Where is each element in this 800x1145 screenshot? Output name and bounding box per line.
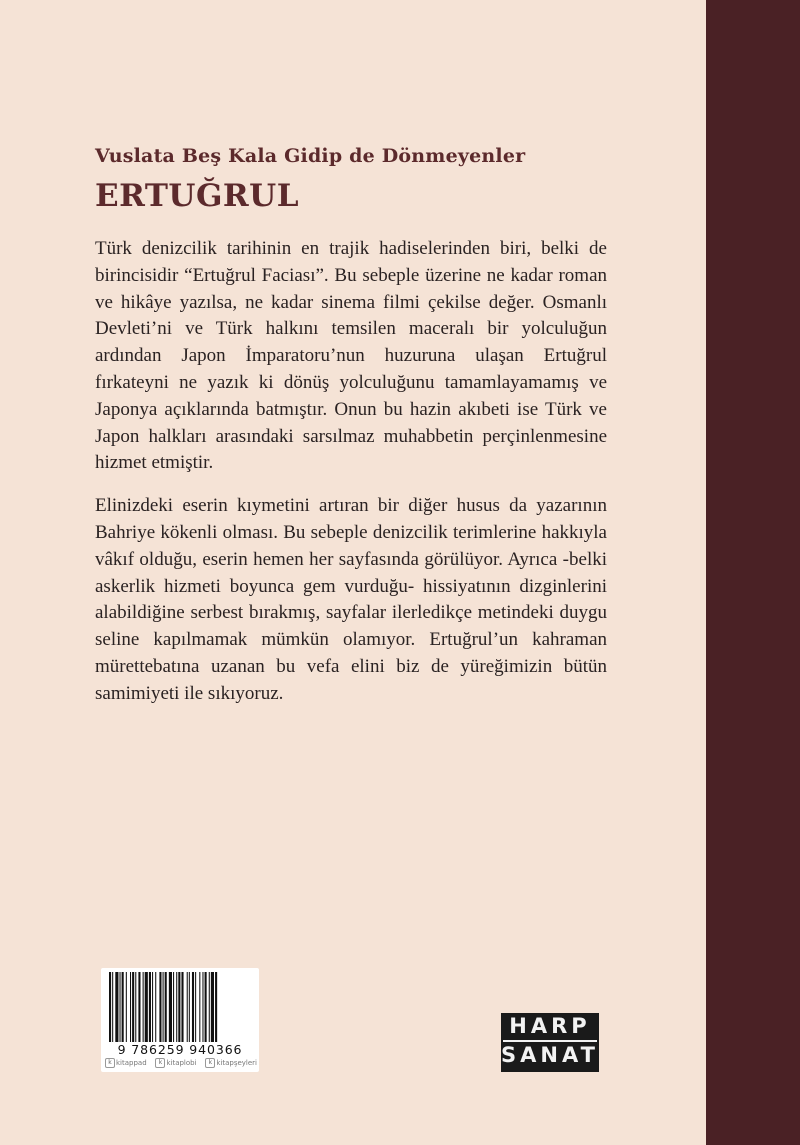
barcode-bar (145, 972, 148, 1042)
barcode-bar (115, 972, 118, 1042)
barcode-bar (135, 972, 136, 1042)
barcode-label (101, 968, 259, 1072)
barcode-bar (187, 972, 188, 1042)
store-k-icon: k (155, 1058, 165, 1068)
store-logos (105, 1058, 257, 1068)
barcode-bar (163, 972, 164, 1042)
blurb-paragraph-2: Elinizdeki eserin kıymetini artıran bir diğer husus da yazarının Bahriye kökenli olması. Bu sebeple denizcilik terimlerine hakkıyla vâkıf olduğu, eserin hemen her sayfasında görülüyor. Ayrıca -belki askerlik hizmeti boyunca gem vurduğu- hissiyatının dizginlerini alabildiğine serbest bırakmış, sayfalar ilerledikçe metindeki duygu seline kapılmamak mümkün olamıyor. Ertuğrul’un kahraman mürettebatına uzanan bu vefa elini biz de yüreğimizin bütün samimiyeti ile sıkıyoruz. (95, 495, 607, 704)
barcode-bar (205, 972, 207, 1042)
barcode-bar (132, 972, 134, 1042)
barcode-bar (122, 972, 124, 1042)
barcode-bar (165, 972, 167, 1042)
blurb (95, 236, 607, 724)
barcode-bar (202, 972, 203, 1042)
store-k-icon: k (205, 1058, 215, 1068)
barcode-bar (152, 972, 153, 1042)
store-logo: k kitaplobi (155, 1058, 196, 1068)
barcode-bar (178, 972, 180, 1042)
isbn-number: 9 786259 940366 (117, 1042, 243, 1057)
store-logo: k kitapşeyleri (205, 1058, 257, 1068)
barcode-bar (120, 972, 121, 1042)
barcode-bar (126, 972, 127, 1042)
barcode-bar (173, 972, 174, 1042)
barcode-bar (109, 972, 111, 1042)
barcode-bar (138, 972, 140, 1042)
barcode-bar (189, 972, 190, 1042)
barcode-bar (130, 972, 131, 1042)
spine-band (706, 0, 800, 1145)
barcode-bar (181, 972, 183, 1042)
barcode-bar (159, 972, 161, 1042)
barcode-bar (192, 972, 194, 1042)
publisher-logo (501, 1013, 599, 1072)
barcode-bar (112, 972, 113, 1042)
barcode-bar (215, 972, 217, 1042)
barcode-bar (155, 972, 156, 1042)
barcode-icon (107, 972, 253, 1042)
blurb-paragraph-1: Türk denizcilik tarihinin en trajik hadiselerinden biri, belki de birincisidir “Ertuğrul Faciası”. Bu sebeple üzerine ne kadar roman ve hikâye yazılsa, ne kadar sinema filmi çekilse değer. Osmanlı Devleti’ni ve Türk halkını temsilen maceralı bir yolculuğun ardından Japon İmparatoru’nun huzuruna ulaşan Ertuğrul fırkateyni ne yazık ki dönüş yolculuğunu tamamlayamamış ve Japonya açıklarında batmıştır. Onun bu hazin akıbeti ise Türk ve Japon halkları arasındaki sarsılmaz muhabbetin perçinlenmesine hizmet etmiştir. (95, 238, 607, 474)
barcode-bar (176, 972, 177, 1042)
store-logo: k kitappad (105, 1058, 147, 1068)
publisher-logo-line2: SANAT (501, 1043, 599, 1067)
barcode-bar (195, 972, 196, 1042)
barcode-bar (199, 972, 200, 1042)
publisher-logo-line1: HARP (503, 1013, 597, 1042)
barcode-bar (209, 972, 210, 1042)
barcode-bar (143, 972, 144, 1042)
series-title: Vuslata Beş Kala Gidip de Dönmeyenler (95, 145, 526, 167)
barcode-bar (169, 972, 172, 1042)
barcode-bar (211, 972, 214, 1042)
store-k-icon: k (105, 1058, 115, 1068)
barcode-bar (149, 972, 151, 1042)
book-title: ERTUĞRUL (95, 178, 300, 214)
